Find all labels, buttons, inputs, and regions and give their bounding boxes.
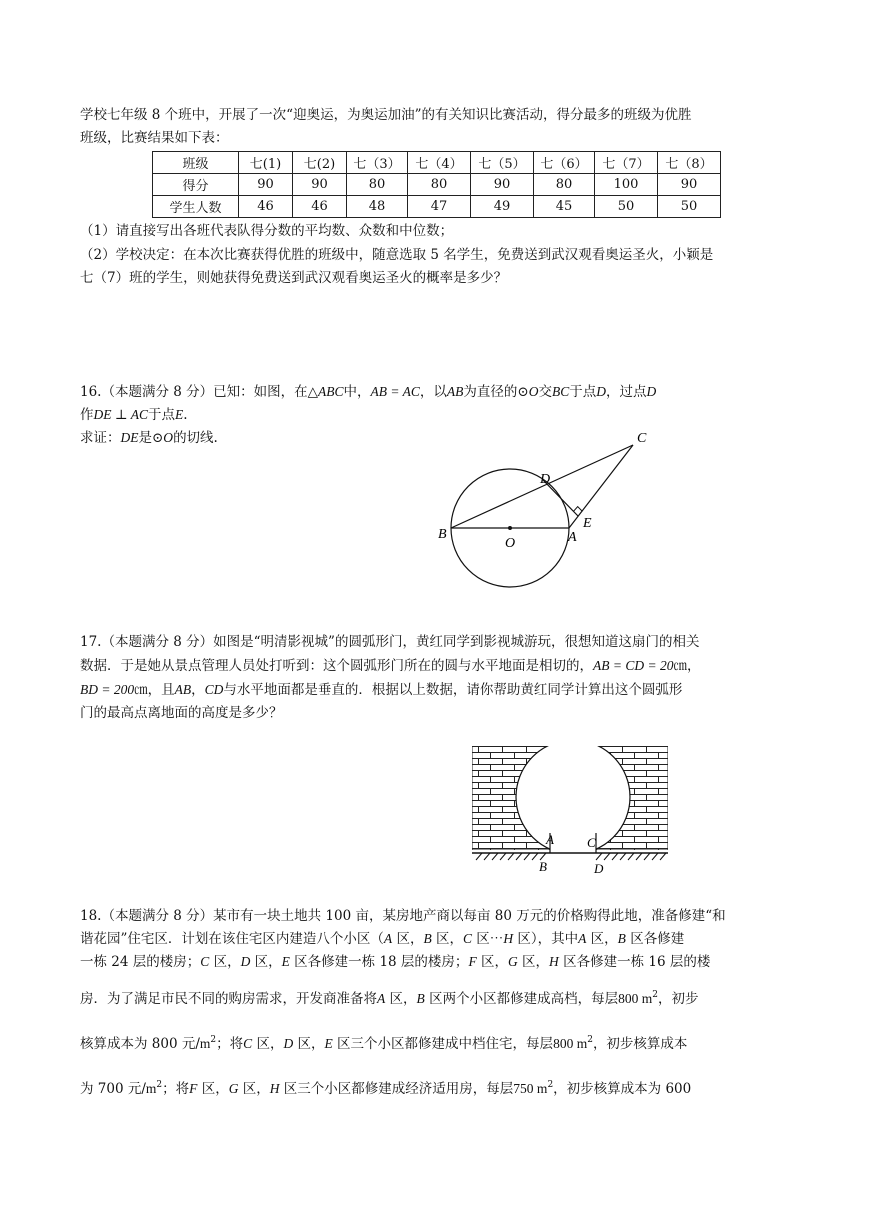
q17-line1: 17.（本题满分 8 分）如图是“明清影视城”的圆弧形门，黄红同学到影视城游玩，很想知道这扇门的相关 — [80, 634, 700, 650]
label-b: B — [539, 859, 547, 874]
center-dot — [508, 526, 512, 530]
q18-line5: 核算成本为 800 元$/m^2$；将C 区，D 区，E 区三个小区都修建成中档住宅，每层800 $m^2$，初步核算成本 — [80, 1035, 688, 1052]
label-o: O — [505, 536, 516, 551]
q18-line2: 谐花园”住宅区．计划在该住宅区内建造八个小区（A 区，B 区，C 区⋯H 区），其中A 区，B 区各修建 — [80, 931, 685, 947]
table-cell: 90 — [293, 174, 347, 196]
label-d: D — [540, 472, 551, 487]
table-cell: 46 — [293, 196, 347, 218]
q16-circle-figure — [420, 420, 660, 600]
table-cell: 90 — [239, 174, 293, 196]
table-row-class — [153, 152, 721, 174]
q15-score-table — [152, 151, 721, 218]
table-cell: 80 — [408, 174, 471, 196]
q15-part1: （1）请直接写出各班代表队得分数的平均数、众数和中位数； — [80, 223, 454, 239]
q15-part2-line1: （2）学校决定：在本次比赛获得优胜的班级中，随意选取 5 名学生，免费送到武汉观看奥运圣火，小颖是 — [80, 247, 714, 263]
table-cell: 90 — [658, 174, 721, 196]
q18-line4: 房．为了满足市民不同的购房需求，开发商准备将A 区，B 区两个小区都修建成高档，每层800 $m^2$，初步 — [80, 990, 699, 1007]
table-cell: 七（7） — [595, 152, 658, 174]
row-header: 得分 — [153, 174, 239, 196]
label-c: C — [637, 431, 647, 446]
q16-line2: 作DE ⊥ AC于点E. — [80, 407, 188, 423]
table-cell: 45 — [534, 196, 595, 218]
brick-wall — [472, 740, 668, 862]
q18-line3: 一栋 24 层的楼房；C 区，D 区，E 区各修建一栋 18 层的楼房；F 区，G 区，H 区各修建一栋 16 层的楼 — [80, 954, 711, 970]
q15-part2-line2: 七（7）班的学生，则她获得免费送到武汉观看奥运圣火的概率是多少？ — [80, 270, 508, 286]
right-angle-mark — [573, 507, 582, 512]
table-cell: 46 — [239, 196, 293, 218]
table-cell: 47 — [408, 196, 471, 218]
table-cell: 80 — [534, 174, 595, 196]
table-cell: 七（3） — [347, 152, 408, 174]
table-cell: 80 — [347, 174, 408, 196]
table-row-score — [153, 174, 721, 196]
label-a: A — [568, 530, 577, 545]
row-header: 班级 — [153, 152, 239, 174]
q17-line3: BD = 200㎝，且AB，CD与水平地面都是垂直的．根据以上数据，请你帮助黄红同学计算出这个圆弧形 — [80, 682, 683, 698]
q18-line6: 为 700 元$/m^2$；将F 区，G 区，H 区三个小区都修建成经济适用房，每层750 $m^2$，初步核算成本为 600 — [80, 1080, 692, 1097]
q16-line3: 求证：DE是⊙O的切线. — [80, 430, 218, 446]
table-cell: 50 — [658, 196, 721, 218]
label-c: C — [587, 835, 596, 850]
table-cell: 100 — [595, 174, 658, 196]
q17-line2: 数据．于是她从景点管理人员处打听到：这个圆弧形门所在的圆与水平地面是相切的，AB = CD = 20㎝， — [80, 658, 701, 674]
q17-arch-door-figure — [466, 740, 676, 878]
table-cell: 七（5） — [471, 152, 534, 174]
q16-line1: 16.（本题满分 8 分）已知：如图，在△ABC中，AB = AC，以AB为直径的⊙O交BC于点D，过点D — [80, 384, 657, 400]
table-cell: 50 — [595, 196, 658, 218]
row-header: 学生人数 — [153, 196, 239, 218]
table-cell: 七(1) — [239, 152, 293, 174]
label-d: D — [594, 861, 604, 876]
segment-ac — [569, 445, 633, 528]
ground-hatching — [476, 853, 666, 860]
table-cell: 48 — [347, 196, 408, 218]
label-a: A — [546, 832, 554, 847]
q15-intro-line2: 班级，比赛结果如下表： — [80, 130, 229, 146]
table-cell: 七（4） — [408, 152, 471, 174]
table-cell: 49 — [471, 196, 534, 218]
label-b: B — [438, 527, 447, 542]
label-e: E — [583, 516, 592, 531]
table-cell: 七（6） — [534, 152, 595, 174]
q18-line1: 18.（本题满分 8 分）某市有一块土地共 100 亩，某房地产商以每亩 80 万元的价格购得此地，准备修建“和 — [80, 908, 726, 924]
table-cell: 七（8） — [658, 152, 721, 174]
table-row-students — [153, 196, 721, 218]
q15-intro-line1: 学校七年级 8 个班中，开展了一次“迎奥运，为奥运加油”的有关知识比赛活动，得分最多的班级为优胜 — [80, 107, 692, 123]
q17-line4: 门的最高点离地面的高度是多少？ — [80, 705, 283, 721]
table-cell: 90 — [471, 174, 534, 196]
table-cell: 七(2) — [293, 152, 347, 174]
